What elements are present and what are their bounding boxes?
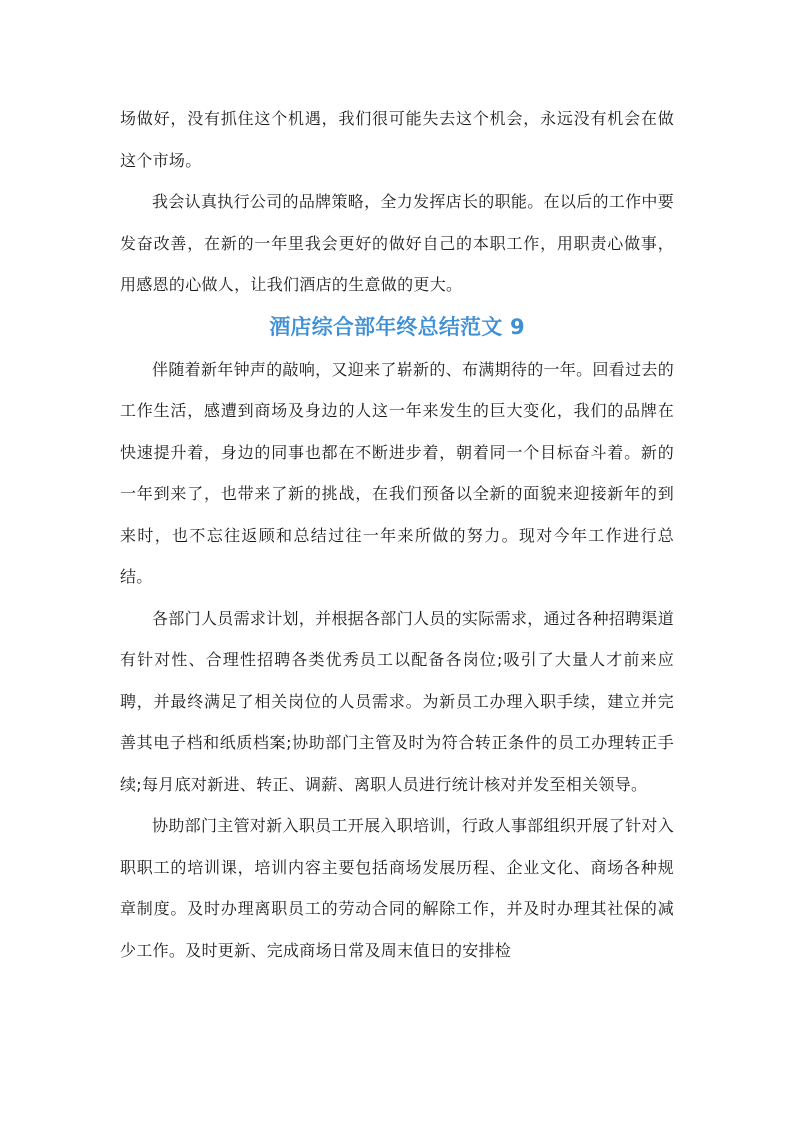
paragraph-new-year: 伴随着新年钟声的敲响，又迎来了崭新的、布满期待的一年。回看过去的工作生活，感遭到商场及身边的人这一年来发生的巨大变化，我们的品牌在快速提升着，身边的同事也都在不断进步着，朝着同一个目标奋斗着。新的一年到来了，也带来了新的挑战，在我们预备以全新的面貌来迎接新年的到来时，也不忘往返顾和总结过往一年来所做的努力。现对今年工作进行总结。 — [120, 359, 674, 586]
paragraph-continuation: 场做好，没有抓住这个机遇，我们很可能失去这个机会，永远没有机会在做这个市场。 — [120, 109, 674, 170]
document-body — [120, 98, 674, 971]
section-heading: 酒店综合部年终总结范文 9 — [269, 314, 525, 339]
paragraph-training: 协助部门主管对新入职员工开展入职培训，行政人事部组织开展了针对入职职工的培训课，培训内容主要包括商场发展历程、企业文化、商场各种规章制度。及时办理离职员工的劳动合同的解除工作，并及时办理其社保的减少工作。及时更新、完成商场日常及周末值日的安排检 — [120, 816, 674, 960]
paragraph-brand-strategy: 我会认真执行公司的品牌策略，全力发挥店长的职能。在以后的工作中要发奋改善，在新的一年里我会更好的做好自己的本职工作，用职责心做事，用感恩的心做人，让我们酒店的生意做的更大。 — [120, 192, 674, 294]
paragraph-recruitment: 各部门人员需求计划，并根据各部门人员的实际需求，通过各种招聘渠道有针对性、合理性招聘各类优秀员工以配备各岗位;吸引了大量人才前来应聘，并最终满足了相关岗位的人员需求。为新员工办理入职手续，建立并完善其电子档和纸质档案;协助部门主管及时为符合转正条件的员工办理转正手续;每月底对新进、转正、调薪、离职人员进行统计核对并发至相关领导。 — [120, 608, 674, 794]
